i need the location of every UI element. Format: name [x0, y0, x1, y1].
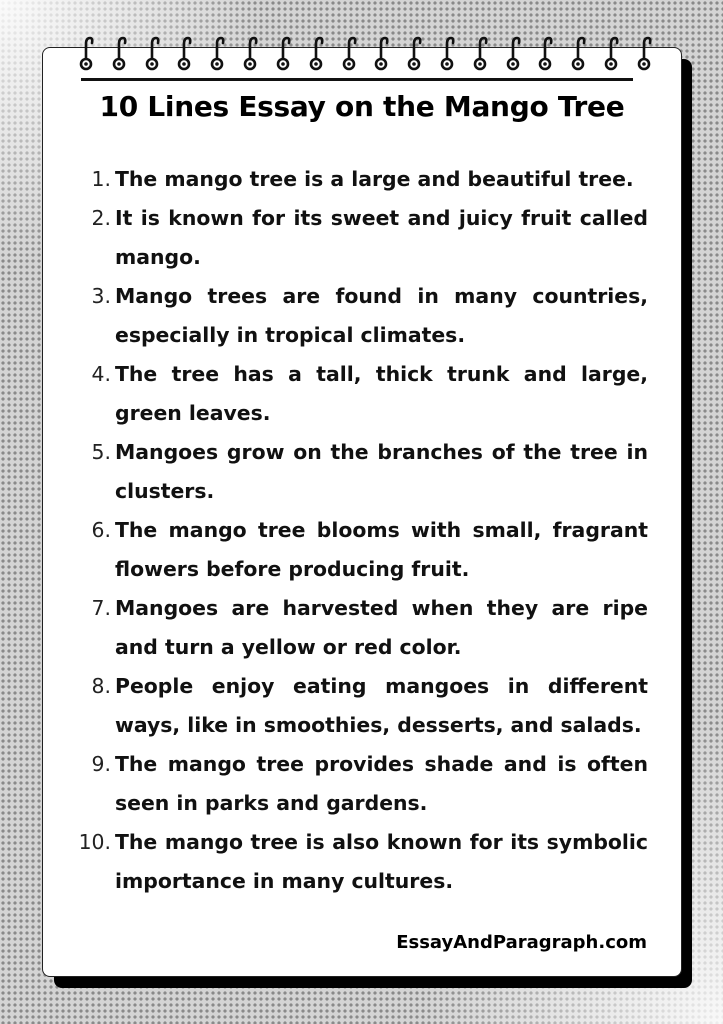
spiral-binding [76, 34, 654, 74]
spiral-ring-icon [142, 34, 162, 74]
spiral-ring-icon [109, 34, 129, 74]
spiral-ring-icon [568, 34, 588, 74]
list-item [68, 355, 648, 433]
item-number: 3. [91, 284, 111, 308]
spiral-ring-icon [306, 34, 326, 74]
spiral-ring-icon [470, 34, 490, 74]
item-number: 4. [91, 362, 111, 386]
spiral-ring-icon [371, 34, 391, 74]
item-number: 8. [91, 674, 111, 698]
item-text: The tree has a tall, thick trunk and large, green leaves. [115, 362, 648, 425]
item-text: Mangoes are harvested when they are ripe and turn a yellow or red color. [115, 596, 648, 659]
item-text: Mangoes grow on the branches of the tree in clusters. [115, 440, 648, 503]
spiral-ring-icon [240, 34, 260, 74]
item-number: 6. [91, 518, 111, 542]
spiral-ring-icon [437, 34, 457, 74]
spiral-ring-icon [503, 34, 523, 74]
page-title: 10 Lines Essay on the Mango Tree [99, 90, 625, 123]
spiral-ring-icon [273, 34, 293, 74]
spiral-ring-icon [207, 34, 227, 74]
list-item [68, 433, 648, 511]
item-text: The mango tree is a large and beautiful tree. [115, 167, 634, 191]
item-text: The mango tree blooms with small, fragrant flowers before producing fruit. [115, 518, 648, 581]
essay-lines [68, 160, 648, 901]
item-number: 1. [91, 167, 111, 191]
item-number: 7. [91, 596, 111, 620]
spiral-ring-icon [535, 34, 555, 74]
spiral-ring-icon [174, 34, 194, 74]
header-rule [81, 78, 633, 81]
site-footer: EssayAndParagraph.com [396, 932, 647, 953]
list-item [68, 277, 648, 355]
spiral-ring-icon [76, 34, 96, 74]
item-number: 9. [91, 752, 111, 776]
item-text: People enjoy eating mangoes in different ways, like in smoothies, desserts, and salads. [115, 674, 648, 737]
item-number: 5. [91, 440, 111, 464]
item-number: 2. [91, 206, 111, 230]
spiral-ring-icon [339, 34, 359, 74]
list-item [68, 823, 648, 901]
list-item [68, 745, 648, 823]
spiral-ring-icon [404, 34, 424, 74]
spiral-ring-icon [601, 34, 621, 74]
item-number: 10. [78, 830, 111, 854]
list-item [68, 199, 648, 277]
spiral-ring-icon [634, 34, 654, 74]
list-item [68, 667, 648, 745]
item-text: The mango tree is also known for its symbolic importance in many cultures. [115, 830, 648, 893]
list-item [68, 589, 648, 667]
list-item [68, 511, 648, 589]
item-text: Mango trees are found in many countries, especially in tropical climates. [115, 284, 648, 347]
list-item [68, 160, 648, 199]
item-text: It is known for its sweet and juicy fruit called mango. [115, 206, 648, 269]
item-text: The mango tree provides shade and is often seen in parks and gardens. [115, 752, 648, 815]
